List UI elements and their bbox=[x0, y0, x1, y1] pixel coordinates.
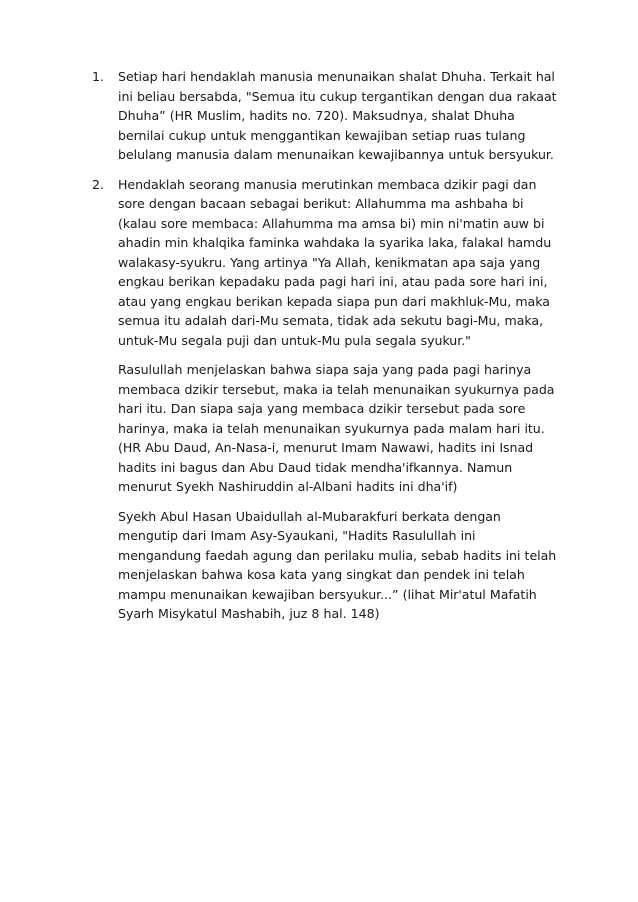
list-item-number: 1. bbox=[92, 69, 105, 84]
numbered-list bbox=[92, 67, 562, 634]
list-item-2 bbox=[92, 175, 562, 624]
paragraph: Rasulullah menjelaskan bahwa siapa saja yang pada pagi harinya membaca dzikir tersebut, maka ia telah menunaikan syukurnya pada hari itu. Dan siapa saja yang membaca dzikir tersebut pada sore harinya, maka ia telah menunaikan syukurnya pada malam hari itu. (HR Abu Daud, An-Nasa-i, menurut Imam Nawawi, hadits ini Isnad hadits ini bagus dan Abu Daud tidak mendha'ifkannya. Namun menurut Syekh Nashiruddin al-Albani hadits ini dha'if) bbox=[118, 362, 555, 494]
list-item-number: 2. bbox=[92, 176, 105, 192]
paragraph: Hendaklah seorang manusia merutinkan membaca dzikir pagi dan sore dengan bacaan sebagai berikut: Allahumma ma ashbaha bi (kalau sore membaca: Allahumma ma amsa bi) min ni'matin auw bi ahadin min khalqika faminka wahdaka la syarika laka, falakal hamdu walakasy-syukru. Yang artinya "Ya Allah, kenikmatan apa saja yang engkau berikan kepadaku pada pagi hari ini, atau pada sore hari ini, atau yang engkau berikan kepada siapa pun dari makhluk-Mu, maka semua itu adalah dari-Mu semata, tidak ada sekutu bagi-Mu, maka, untuk-Mu segala puji dan untuk-Mu pula segala syukur." bbox=[118, 176, 552, 348]
paragraph: Syekh Abul Hasan Ubaidullah al-Mubarakfuri berkata dengan mengutip dari Imam Asy-Syaukani, "Hadits Rasulullah ini mengandung faedah agung dan perilaku mulia, sebab hadits ini telah menjelaskan bahwa kosa kata yang singkat dan pendek ini telah mampu menunaikan kewajiban bersyukur...” (lihat Mir'atul Mafatih Syarh Misykatul Mashabih, juz 8 hal. 148) bbox=[118, 508, 557, 621]
list-item-1 bbox=[92, 67, 562, 165]
paragraph: Setiap hari hendaklah manusia menunaikan shalat Dhuha. Terkait hal ini beliau bersabda, "Semua itu cukup tergantikan dengan dua rakaat Dhuha” (HR Muslim, hadits no. 720). Maksudnya, shalat Dhuha bernilai cukup untuk menggantikan kewajiban setiap ruas tulang belulang manusia dalam menunaikan kewajibannya untuk bersyukur. bbox=[118, 69, 557, 162]
